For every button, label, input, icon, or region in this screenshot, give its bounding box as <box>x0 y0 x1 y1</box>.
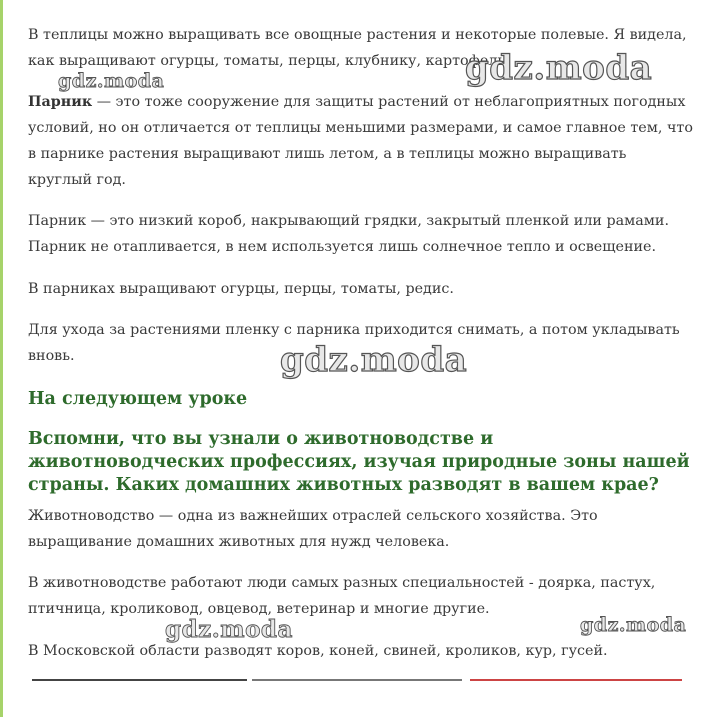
hotbed-definition-text: — это тоже сооружение для защиты растений от неблагоприятных погодных условий, но он отличается от теплицы меньшими размерами, и самое главное тем, что в парнике растения выращивают лишь летом, а в теплицы можно выращивать круглый год. <box>28 94 693 188</box>
paragraph-greenhouse-crops: В теплицы можно выращивать все овощные растения и некоторые полевые. Я видела, как выращивают огурцы, томаты, перцы, клубнику, картофель. <box>28 27 687 69</box>
watermark-logo: gdz.moda <box>280 340 468 380</box>
heading-next-lesson: На следующем уроке <box>28 389 248 409</box>
left-accent-border <box>0 0 3 717</box>
term-hotbed: Парник <box>28 94 93 110</box>
bottom-divider <box>252 679 462 681</box>
watermark-logo: gdz.moda <box>465 48 653 88</box>
heading-question: Вспомни, что вы узнали о животноводстве и животноводческих профессиях, изучая природные зоны нашей страны. Каких домашних животных разводят в вашем крае? <box>28 429 690 495</box>
paragraph-moscow-region: В Московской области разводят коров, коней, свиней, кроликов, кур, гусей. <box>28 643 608 659</box>
paragraph-hotbed-care: Для ухода за растениями пленку с парника приходится снимать, а потом укладывать вновь. <box>28 322 680 364</box>
watermark-logo: gdz.moda <box>580 614 687 636</box>
watermark-logo: gdz.moda <box>58 70 165 92</box>
paragraph-hotbed-construction: Парник — это низкий короб, накрывающий грядки, закрытый пленкой или рамами. Парник не отапливается, в нем используется лишь солнечное тепло и освещение. <box>28 213 670 255</box>
paragraph-hotbed-definition <box>28 89 693 193</box>
paragraph-professions: В животноводстве работают люди самых разных специальностей - доярка, пастух, птичница, кроликовод, овцевод, ветеринар и многие другие. <box>28 575 656 617</box>
bottom-divider <box>470 679 682 681</box>
bottom-divider <box>32 679 247 681</box>
watermark-logo: gdz.moda <box>165 616 293 643</box>
paragraph-animal-husbandry: Животноводство — одна из важнейших отраслей сельского хозяйства. Это выращивание домашних животных для нужд человека. <box>28 508 598 550</box>
paragraph-hotbed-crops: В парниках выращивают огурцы, перцы, томаты, редис. <box>28 281 454 297</box>
